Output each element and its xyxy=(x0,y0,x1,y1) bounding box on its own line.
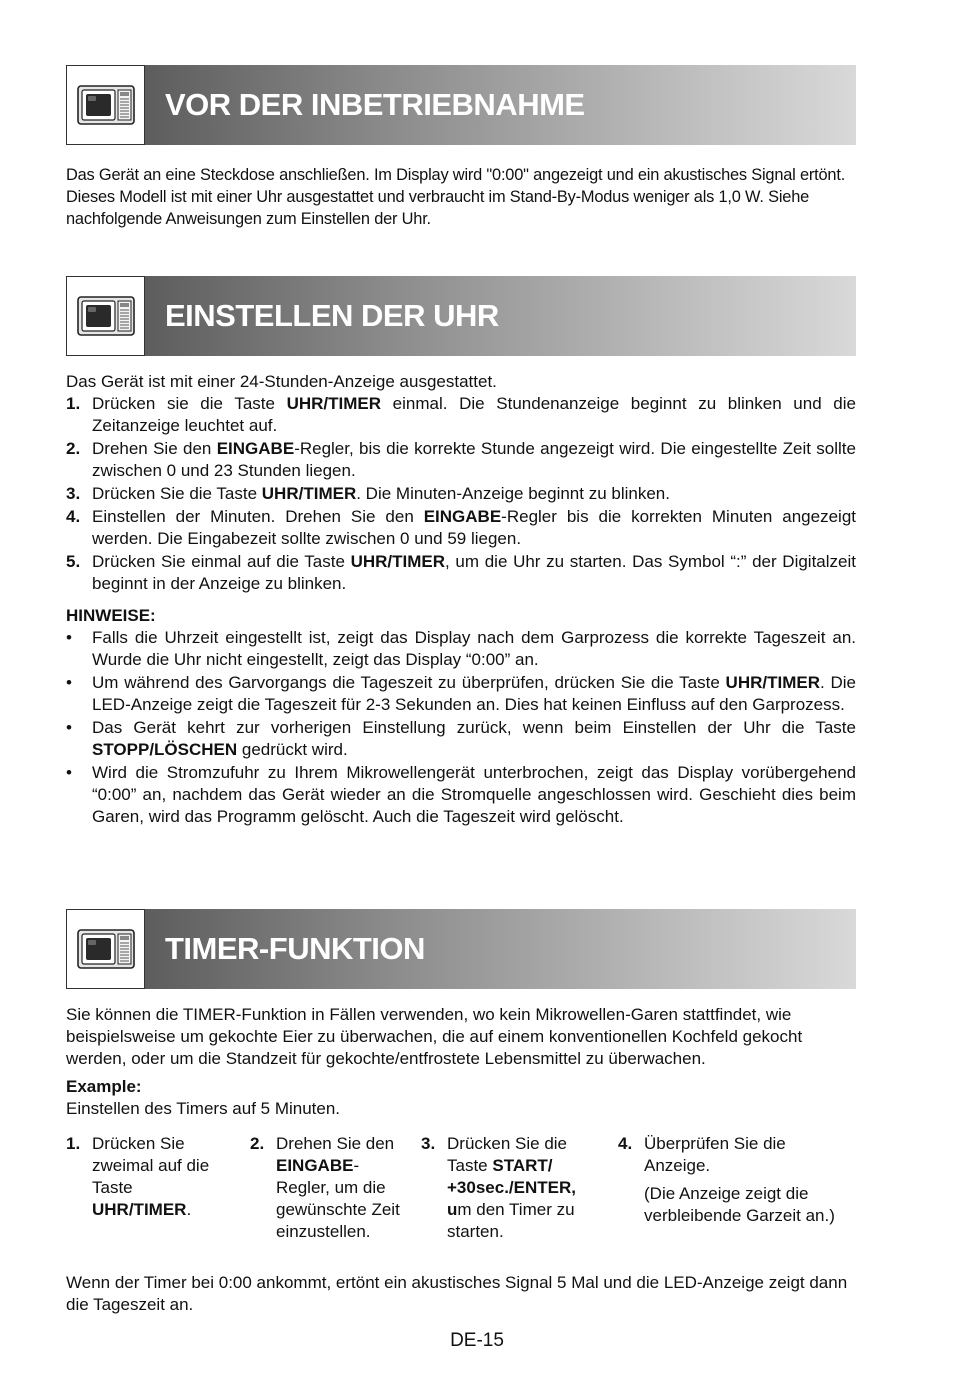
section-title: EINSTELLEN DER UHR xyxy=(165,298,499,333)
clock-step-1: 1. Drücken sie die Taste UHR/TIMER einmal. Die Stundenanzeige beginnt zu blinken und die Zeitanzeige leuchtet auf. xyxy=(66,394,856,435)
clock-steps-list xyxy=(66,393,856,595)
section-header-clock-setting xyxy=(66,276,856,356)
example-label: Example: xyxy=(66,1077,142,1096)
page-number: DE-15 xyxy=(450,1330,504,1351)
timer-outro: Wenn der Timer bei 0:00 ankommt, ertönt ein akustisches Signal 5 Mal und die LED-Anzeige zeigt dann die Tageszeit an. xyxy=(66,1273,848,1314)
before-operation-text xyxy=(66,164,856,230)
clock-intro: Das Gerät ist mit einer 24-Stunden-Anzeige ausgestattet. xyxy=(66,372,497,391)
note-item-3: • Das Gerät kehrt zur vorherigen Einstellung zurück, wenn beim Einstellen der Uhr die Taste STOPP/LÖSCHEN gedrückt wird. xyxy=(66,718,856,759)
microwave-icon xyxy=(77,296,135,336)
timer-text xyxy=(66,1004,856,1120)
clock-step-5: 5. Drücken Sie einmal auf die Taste UHR/TIMER, um die Uhr zu starten. Das Symbol “:” der Digitalzeit beginnt in der Anzeige zu blinken. xyxy=(66,552,856,593)
notes-list xyxy=(66,627,856,828)
example-text: Einstellen des Timers auf 5 Minuten. xyxy=(66,1099,341,1118)
clock-setting-text xyxy=(66,371,856,829)
note-item-2: • Um während des Garvorgangs die Tageszeit zu überprüfen, drücken Sie die Taste UHR/TIMER. Die LED-Anzeige zeigt die Tageszeit für 2-3 Sekunden an. Dies hat keinen Einfluss auf den Garprozess. xyxy=(66,673,856,714)
section-header-timer-function xyxy=(66,909,856,989)
clock-step-4: 4. Einstellen der Minuten. Drehen Sie den EINGABE-Regler bis die korrekten Minuten angezeigt werden. Die Eingabezeit sollte zwischen 0 und 59 liegen. xyxy=(66,507,857,548)
section-title: VOR DER INBETRIEBNAHME xyxy=(165,87,585,122)
note-item-4: • Wird die Stromzufuhr zu Ihrem Mikrowellengerät unterbrochen, zeigt das Display vorübergehend “0:00” an, nachdem das Gerät wieder an die Stromquelle angeschlossen wird. Geschieht dies beim Garen, wird das Programm gelöscht. Auch die Tageszeit wird gelöscht. xyxy=(66,763,856,826)
clock-step-2: 2. Drehen Sie den EINGABE-Regler, bis die korrekte Stunde angezeigt wird. Die eingestellte Zeit sollte zwischen 0 und 23 Stunden liegen. xyxy=(66,439,856,480)
microwave-icon xyxy=(77,85,135,125)
timer-intro: Sie können die TIMER-Funktion in Fällen verwenden, wo kein Mikrowellen-Garen stattfindet, wie beispielsweise um gekochte Eier zu überwachen, die auf einem konventionellen Kochfeld gekocht werden, oder um die Standzeit für gekochte/entfrostete Lebensmittel zu überwachen. xyxy=(66,1005,803,1068)
section-header-before-operation xyxy=(66,65,856,145)
microwave-icon xyxy=(77,929,135,969)
notes-heading: HINWEISE: xyxy=(66,606,156,625)
section-title: TIMER-FUNKTION xyxy=(165,931,425,966)
paragraph: Das Gerät an eine Steckdose anschließen. Im Display wird "0:00" angezeigt und ein akustisches Signal ertönt. xyxy=(66,166,846,184)
step-4-note: (Die Anzeige zeigt die verbleibende Garzeit an.) xyxy=(644,1184,835,1225)
note-item-1: • Falls die Uhrzeit eingestellt ist, zeigt das Display nach dem Garprozess die korrekte Tageszeit an. Wurde die Uhr nicht eingestellt, zeigt das Display “0:00” an. xyxy=(66,628,856,669)
clock-step-3: 3. Drücken Sie die Taste UHR/TIMER. Die Minuten-Anzeige beginnt zu blinken. xyxy=(66,484,670,503)
paragraph: Dieses Modell ist mit einer Uhr ausgestattet und verbraucht im Stand-By-Modus weniger als 1,0 W. Siehe nachfolgende Anweisungen zum Einstellen der Uhr. xyxy=(66,188,810,228)
